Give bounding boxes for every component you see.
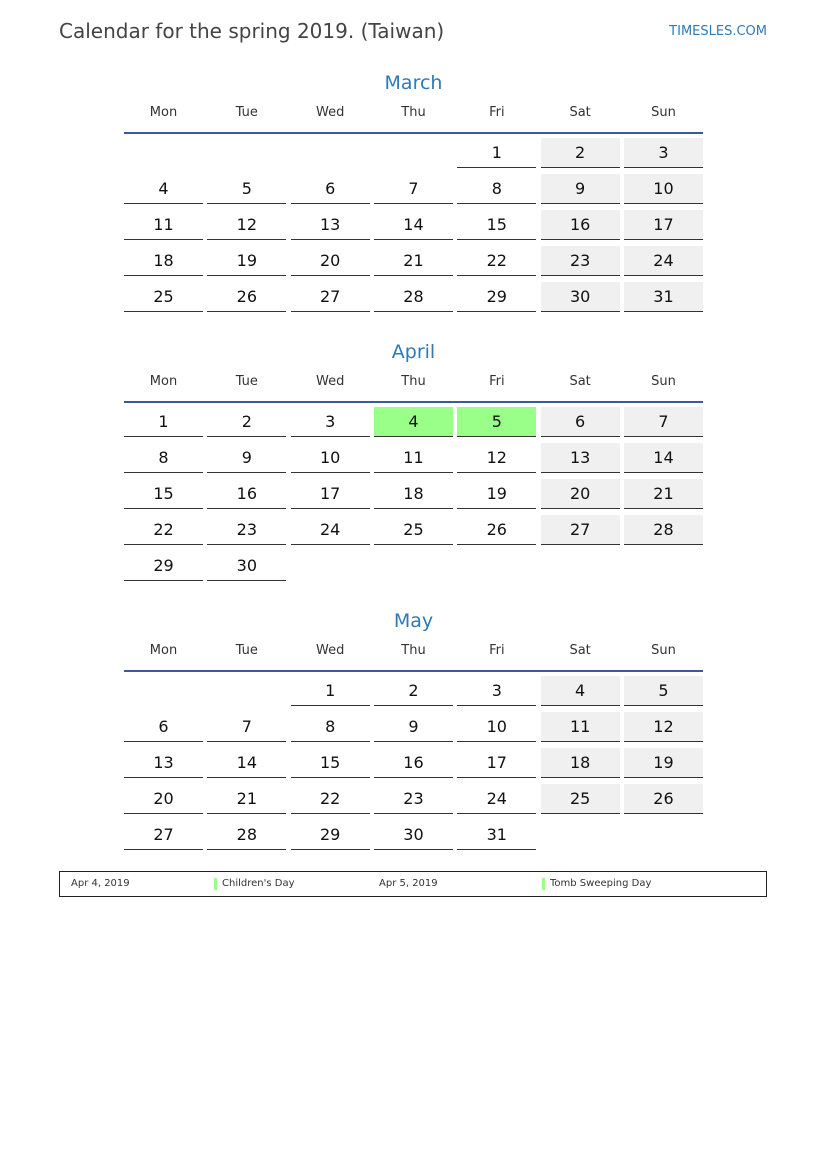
day-cell: 19 — [207, 246, 286, 276]
day-cell: 7 — [207, 712, 286, 742]
empty-cell — [124, 676, 203, 706]
weekend-day-cell: 23 — [541, 246, 620, 276]
day-cell: 16 — [374, 748, 453, 778]
weekday-label: Thu — [401, 105, 426, 120]
weekend-day-cell: 13 — [541, 443, 620, 473]
day-cell: 15 — [291, 748, 370, 778]
weekend-day-cell: 11 — [541, 712, 620, 742]
day-cell: 6 — [124, 712, 203, 742]
weekday-label: Fri — [489, 374, 505, 389]
day-cell: 29 — [124, 551, 203, 581]
weekend-day-cell: 19 — [624, 748, 703, 778]
month-march — [124, 70, 703, 312]
weekday-label: Sun — [651, 374, 676, 389]
weekday-header — [124, 100, 703, 134]
day-cell: 1 — [457, 138, 536, 168]
weekday-label: Wed — [315, 643, 345, 658]
empty-cell — [124, 138, 203, 168]
weekday-label: Thu — [401, 374, 426, 389]
weekend-day-cell: 3 — [624, 138, 703, 168]
legend-holiday-name: Tomb Sweeping Day — [550, 878, 652, 889]
day-cell: 5 — [207, 174, 286, 204]
day-cell: 28 — [207, 820, 286, 850]
weekend-day-cell: 7 — [624, 407, 703, 437]
day-cell: 14 — [374, 210, 453, 240]
day-cell: 30 — [374, 820, 453, 850]
day-cell: 27 — [124, 820, 203, 850]
day-grid — [124, 676, 703, 850]
day-cell: 10 — [291, 443, 370, 473]
day-cell: 31 — [457, 820, 536, 850]
day-cell: 19 — [457, 479, 536, 509]
weekend-day-cell: 30 — [541, 282, 620, 312]
day-cell: 9 — [207, 443, 286, 473]
day-cell: 22 — [291, 784, 370, 814]
weekday-label: Sat — [569, 374, 591, 389]
day-cell: 25 — [374, 515, 453, 545]
day-cell: 18 — [124, 246, 203, 276]
day-grid — [124, 407, 703, 581]
day-cell: 23 — [207, 515, 286, 545]
day-cell: 29 — [291, 820, 370, 850]
legend-holiday-name: Children's Day — [222, 878, 295, 889]
weekend-day-cell: 16 — [541, 210, 620, 240]
weekday-label: Wed — [315, 374, 345, 389]
weekend-day-cell: 21 — [624, 479, 703, 509]
day-cell: 21 — [374, 246, 453, 276]
day-cell: 24 — [457, 784, 536, 814]
legend-date: Apr 4, 2019 — [71, 878, 130, 889]
weekday-label: Fri — [489, 643, 505, 658]
weekend-day-cell: 10 — [624, 174, 703, 204]
day-cell: 22 — [124, 515, 203, 545]
day-cell: 15 — [124, 479, 203, 509]
weekday-label: Tue — [235, 374, 258, 389]
weekend-day-cell: 5 — [624, 676, 703, 706]
weekend-day-cell: 9 — [541, 174, 620, 204]
empty-cell — [207, 138, 286, 168]
day-cell: 30 — [207, 551, 286, 581]
weekend-day-cell: 4 — [541, 676, 620, 706]
day-cell: 8 — [291, 712, 370, 742]
weekend-day-cell: 28 — [624, 515, 703, 545]
day-cell: 24 — [291, 515, 370, 545]
day-cell: 28 — [374, 282, 453, 312]
weekday-label: Sun — [651, 105, 676, 120]
weekday-label: Sat — [569, 105, 591, 120]
day-cell: 23 — [374, 784, 453, 814]
site-link[interactable]: TIMESLES.COM — [669, 24, 767, 39]
weekday-label: Tue — [235, 643, 258, 658]
day-cell: 21 — [207, 784, 286, 814]
weekend-day-cell: 27 — [541, 515, 620, 545]
day-cell: 25 — [124, 282, 203, 312]
day-cell: 2 — [207, 407, 286, 437]
month-may — [124, 608, 703, 850]
day-cell: 27 — [291, 282, 370, 312]
weekday-label: Mon — [149, 374, 178, 389]
day-cell: 26 — [207, 282, 286, 312]
day-cell: 10 — [457, 712, 536, 742]
weekend-day-cell: 24 — [624, 246, 703, 276]
weekend-day-cell: 12 — [624, 712, 703, 742]
weekend-day-cell: 31 — [624, 282, 703, 312]
day-cell: 20 — [124, 784, 203, 814]
weekend-day-cell: 20 — [541, 479, 620, 509]
weekday-label: Fri — [489, 105, 505, 120]
day-cell: 11 — [374, 443, 453, 473]
weekend-day-cell: 6 — [541, 407, 620, 437]
day-cell: 11 — [124, 210, 203, 240]
day-cell: 18 — [374, 479, 453, 509]
weekend-day-cell: 26 — [624, 784, 703, 814]
holiday-legend — [59, 871, 767, 897]
page-title: Calendar for the spring 2019. (Taiwan) — [59, 19, 445, 43]
weekday-label: Sun — [651, 643, 676, 658]
day-cell: 14 — [207, 748, 286, 778]
holiday-color-marker — [214, 878, 217, 890]
day-cell: 7 — [374, 174, 453, 204]
month-april — [124, 339, 703, 581]
month-name: April — [391, 341, 436, 363]
empty-cell — [291, 138, 370, 168]
weekday-label: Mon — [149, 643, 178, 658]
day-cell: 1 — [124, 407, 203, 437]
day-cell: 22 — [457, 246, 536, 276]
day-cell: 8 — [457, 174, 536, 204]
weekday-label: Mon — [149, 105, 178, 120]
day-cell: 15 — [457, 210, 536, 240]
day-cell: 12 — [457, 443, 536, 473]
weekday-label: Tue — [235, 105, 258, 120]
weekend-day-cell: 2 — [541, 138, 620, 168]
day-cell: 2 — [374, 676, 453, 706]
legend-date: Apr 5, 2019 — [379, 878, 438, 889]
day-cell: 8 — [124, 443, 203, 473]
day-cell: 3 — [291, 407, 370, 437]
day-cell: 17 — [291, 479, 370, 509]
weekend-day-cell: 17 — [624, 210, 703, 240]
weekday-header — [124, 369, 703, 403]
day-cell: 9 — [374, 712, 453, 742]
month-name: May — [393, 610, 434, 632]
holiday-day-cell: 5 — [457, 407, 536, 437]
empty-cell — [374, 138, 453, 168]
day-cell: 20 — [291, 246, 370, 276]
day-cell: 13 — [291, 210, 370, 240]
day-grid — [124, 138, 703, 312]
day-cell: 17 — [457, 748, 536, 778]
weekday-label: Wed — [315, 105, 345, 120]
weekend-day-cell: 14 — [624, 443, 703, 473]
day-cell: 26 — [457, 515, 536, 545]
empty-cell — [207, 676, 286, 706]
day-cell: 16 — [207, 479, 286, 509]
day-cell: 12 — [207, 210, 286, 240]
holiday-color-marker — [542, 878, 545, 890]
holiday-day-cell: 4 — [374, 407, 453, 437]
day-cell: 3 — [457, 676, 536, 706]
day-cell: 29 — [457, 282, 536, 312]
day-cell: 6 — [291, 174, 370, 204]
weekend-day-cell: 18 — [541, 748, 620, 778]
day-cell: 1 — [291, 676, 370, 706]
day-cell: 4 — [124, 174, 203, 204]
month-name: March — [384, 72, 443, 94]
day-cell: 13 — [124, 748, 203, 778]
weekend-day-cell: 25 — [541, 784, 620, 814]
weekday-label: Sat — [569, 643, 591, 658]
weekday-header — [124, 638, 703, 672]
weekday-label: Thu — [401, 643, 426, 658]
